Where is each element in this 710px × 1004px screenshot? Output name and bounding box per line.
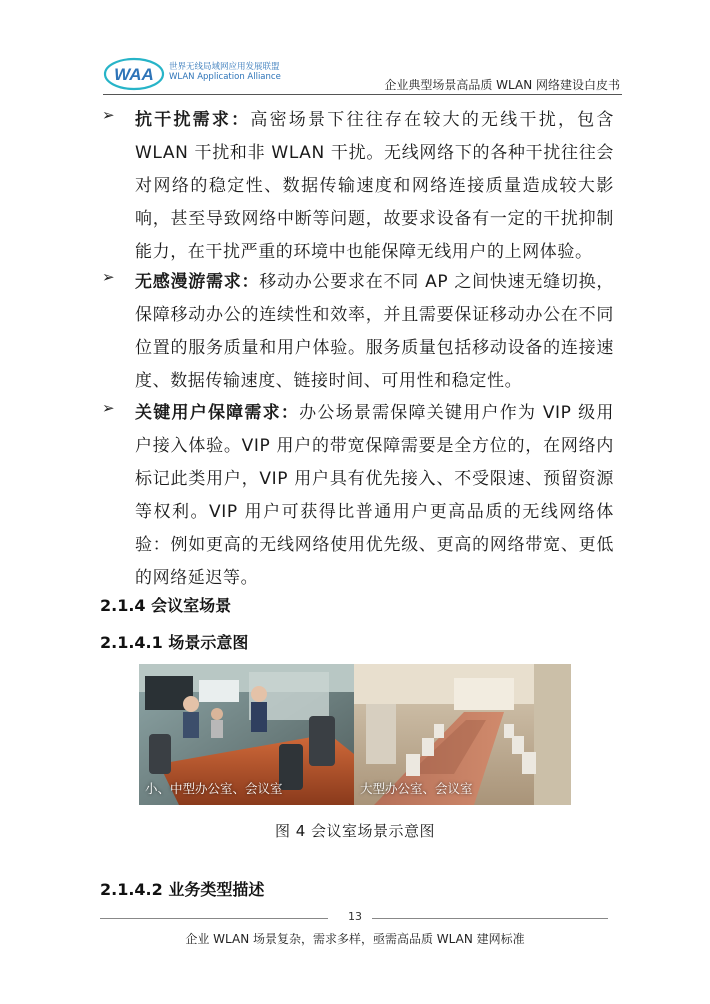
page-number: 13	[348, 910, 362, 923]
document-title: 企业典型场景高品质 WLAN 网络建设白皮书	[384, 78, 620, 92]
bullet-label: 无感漫游需求：	[135, 272, 260, 292]
subsection-heading-diagram: 2.1.4.1 场景示意图	[100, 633, 249, 652]
alliance-logo	[103, 55, 343, 95]
bullet-label: 关键用户保障需求：	[135, 403, 300, 423]
bullet-text: 办公场景需保障关键用户作为 VIP 级用户接入体验。VIP 用户的带宽保障需要是全方位的，在网络内标记此类用户，VIP 用户具有优先接入、不受限速、预留资源等权利。VIP 用户可获得比普通用户更高品质的无线网络体验：例如更高的无线网络使用优先级、更高的网络带宽、更低的网络延迟等。	[135, 403, 614, 588]
subsection-heading-service-types: 2.1.4.2 业务类型描述	[100, 880, 265, 899]
figure-caption: 图 4 会议室场景示意图	[274, 822, 436, 840]
arrow-bullet-icon: ➢	[102, 399, 115, 417]
header-divider	[103, 94, 622, 95]
arrow-bullet-icon: ➢	[102, 106, 115, 124]
bullet-text: 移动办公要求在不同 AP 之间快速无缝切换，保障移动办公的连续性和效率，并且需要保证移动办公在不同位置的服务质量和用户体验。服务质量包括移动设备的连接速度、数据传输速度、链接时间、可用性和稳定性。	[135, 272, 615, 391]
bullet-key-user	[102, 397, 614, 595]
photo1-caption: 小、中型办公室、会议室	[145, 781, 283, 796]
bullet-seamless-roaming	[102, 266, 614, 398]
bullet-text: 高密场景下往往存在较大的无线干扰，包含WLAN 干扰和非 WLAN 干扰。无线网络下的各种干扰往往会对网络的稳定性、数据传输速度和网络连接质量造成较大影响，甚至导致网络中断等问题，故要求设备有一定的干扰抑制能力，在干扰严重的环境中也能保障无线用户的上网体验。	[135, 110, 614, 262]
footer-slogan: 企业 WLAN 场景复杂，需求多样，亟需高品质 WLAN 建网标准	[185, 932, 525, 946]
small-meeting-room-photo	[139, 664, 354, 805]
photo2-caption: 大型办公室、会议室	[360, 781, 473, 796]
org-name-cn: 世界无线局域网应用发展联盟	[169, 62, 280, 72]
waa-logo-icon	[103, 57, 165, 91]
bullet-anti-interference	[102, 104, 614, 269]
org-name-en: WLAN Application Alliance	[169, 72, 281, 82]
logo-mark-text: WAA	[114, 65, 154, 84]
arrow-bullet-icon: ➢	[102, 268, 115, 286]
bullet-label: 抗干扰需求：	[135, 110, 251, 130]
section-heading-meeting-room: 2.1.4 会议室场景	[100, 596, 232, 615]
large-meeting-room-photo	[354, 664, 571, 805]
